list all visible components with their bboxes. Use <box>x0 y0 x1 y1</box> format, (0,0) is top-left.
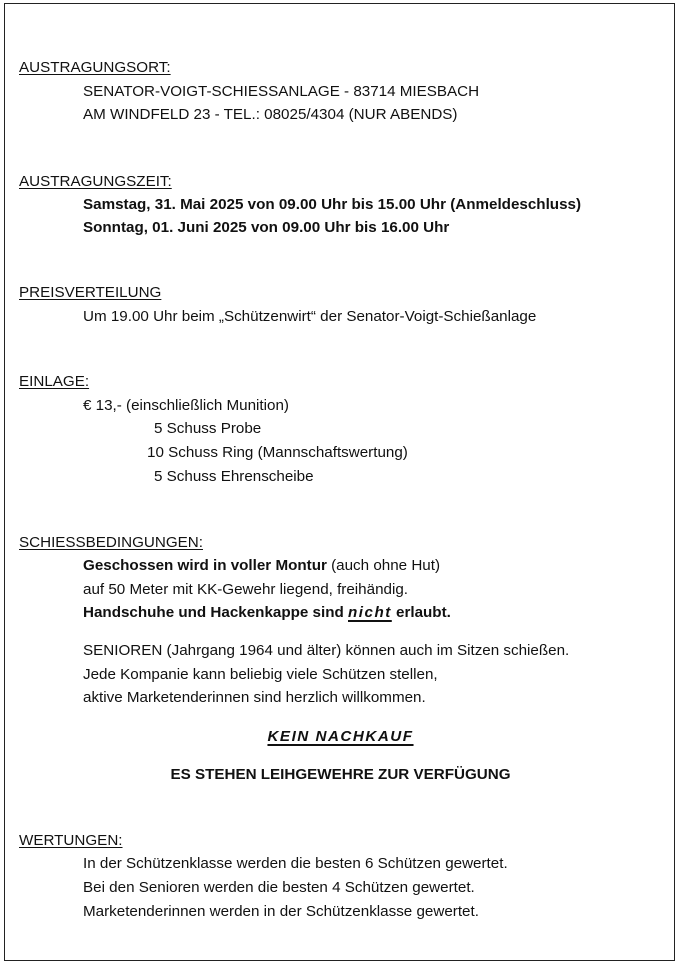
kein-nachkauf-notice: KEIN NACHKAUF <box>267 728 414 745</box>
kompanie-note: Jede Kompanie kann beliebig viele Schützen stellen, <box>83 666 438 683</box>
einlage-heading: EINLAGE: <box>19 373 90 390</box>
senioren-note: SENIOREN (Jahrgang 1964 und älter) können auch im Sitzen schießen. <box>83 642 570 659</box>
wertungen-heading: WERTUNGEN: <box>19 832 123 849</box>
kein-nachkauf-wrapper <box>5 728 676 746</box>
leihgewehre-notice: ES STEHEN LEIHGEWEHRE ZUR VERFÜGUNG <box>170 766 511 783</box>
handschuhe-text: Handschuhe und Hackenkappe sind <box>83 604 348 621</box>
schiessbedingungen-line2: auf 50 Meter mit KK-Gewehr liegend, freihändig. <box>83 581 409 598</box>
wertungen-line1: In der Schützenklasse werden die besten 6 Schützen gewertet. <box>83 855 508 872</box>
austragungsort-heading: AUSTRAGUNGSORT: <box>19 59 171 76</box>
preisverteilung-line1: Um 19.00 Uhr beim „Schützenwirt“ der Senator-Voigt-Schießanlage <box>83 308 537 325</box>
schiessbedingungen-line1 <box>83 557 440 575</box>
austragungsort-line2: AM WINDFELD 23 - TEL.: 08025/4304 (NUR ABENDS) <box>83 106 458 123</box>
austragungsort-line1: SENATOR-VOIGT-SCHIESSANLAGE - 83714 MIESBACH <box>83 83 480 100</box>
preisverteilung-heading: PREISVERTEILUNG <box>19 284 162 301</box>
montur-bold-text: Geschossen wird in voller Montur <box>83 557 327 574</box>
einlage-item-ring: 10 Schuss Ring (Mannschaftswertung) <box>147 444 408 461</box>
einlage-item-probe: 5 Schuss Probe <box>154 420 262 437</box>
nicht-emphasis: nicht <box>348 604 392 621</box>
einlage-price: € 13,- (einschließlich Munition) <box>83 397 289 414</box>
wertungen-line3: Marketenderinnen werden in der Schützenklasse gewertet. <box>83 903 479 920</box>
schiessbedingungen-line3 <box>83 604 451 622</box>
austragungszeit-line2: Sonntag, 01. Juni 2025 von 09.00 Uhr bis 16.00 Uhr <box>83 219 450 236</box>
wertungen-line2: Bei den Senioren werden die besten 4 Schützen gewertet. <box>83 879 475 896</box>
einlage-item-ehrenscheibe: 5 Schuss Ehrenscheibe <box>154 468 314 485</box>
marketender-note: aktive Marketenderinnen sind herzlich willkommen. <box>83 689 426 706</box>
austragungszeit-heading: AUSTRAGUNGSZEIT: <box>19 173 172 190</box>
erlaubt-text: erlaubt. <box>391 604 451 621</box>
montur-rest-text: (auch ohne Hut) <box>326 557 441 574</box>
schiessbedingungen-heading: SCHIESSBEDINGUNGEN: <box>19 534 203 551</box>
document-page <box>4 3 675 961</box>
austragungszeit-line1: Samstag, 31. Mai 2025 von 09.00 Uhr bis 15.00 Uhr (Anmeldeschluss) <box>83 196 582 213</box>
